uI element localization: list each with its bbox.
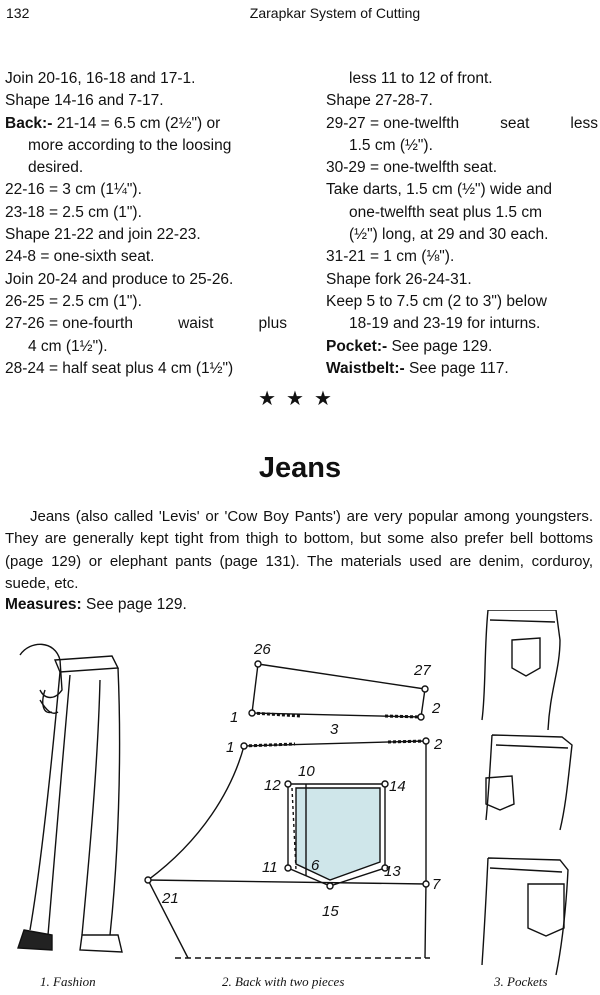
text-line: 24-8 = one-sixth seat. bbox=[5, 248, 155, 266]
text-line: Shape fork 26-24-31. bbox=[326, 270, 472, 288]
point-label-26: 26 bbox=[254, 641, 271, 658]
text-span: waist bbox=[178, 315, 214, 333]
seat-line bbox=[148, 880, 426, 884]
intro-paragraph bbox=[5, 506, 593, 595]
text-line: Shape 21-22 and join 22-23. bbox=[5, 226, 201, 244]
text-line: 31-21 = 1 cm (⅛"). bbox=[326, 248, 455, 266]
text-line: 18-19 and 23-19 for inturns. bbox=[349, 315, 541, 333]
section-divider-stars: ★★★ bbox=[258, 388, 342, 410]
intro-text: Jeans (also called 'Levis' or 'Cow Boy Pants') are very popular among youngsters. They are generally kept tight from thigh to bottom, but some also prefer bell bottoms (page 129) or elephant pants (page 131). The materials used are denim, corduroy, suede, etc. bbox=[5, 508, 593, 592]
point-label-27: 27 bbox=[414, 662, 431, 679]
text-line: 1.5 cm (½"). bbox=[349, 136, 433, 154]
point-label-12: 12 bbox=[264, 777, 281, 794]
point-label-14: 14 bbox=[389, 778, 406, 795]
point-label-7: 7 bbox=[432, 876, 441, 893]
left-column bbox=[5, 68, 287, 380]
fashion-jeans-illustration bbox=[18, 644, 122, 952]
pocket-fill bbox=[296, 788, 380, 880]
text-line: Join 20-16, 16-18 and 17-1. bbox=[5, 70, 196, 87]
justified-line bbox=[326, 113, 598, 135]
point-label-11: 11 bbox=[262, 859, 278, 876]
yoke-outline bbox=[252, 664, 425, 717]
justified-line bbox=[5, 313, 287, 335]
point-label-15: 15 bbox=[322, 903, 339, 920]
running-title: Zarapkar System of Cutting bbox=[249, 5, 421, 21]
section-title: Jeans bbox=[258, 452, 342, 484]
pocket-label: Pocket:- bbox=[326, 337, 388, 355]
point-label-13: 13 bbox=[384, 863, 401, 880]
text-line: one-twelfth seat plus 1.5 cm bbox=[349, 203, 542, 221]
text-line: less 11 to 12 of front. bbox=[349, 70, 493, 87]
text-line: 26-25 = 2.5 cm (1"). bbox=[5, 292, 142, 310]
text-line: desired. bbox=[28, 159, 84, 177]
text-line: Shape 14-16 and 7-17. bbox=[5, 92, 164, 110]
point-label-1b: 1 bbox=[226, 739, 235, 756]
point-label-2a: 2 bbox=[432, 700, 441, 717]
caption-pockets: 3. Pockets bbox=[494, 974, 548, 989]
back-pattern-diagram bbox=[145, 661, 430, 958]
text-line: Take darts, 1.5 cm (½") wide and bbox=[326, 181, 553, 199]
page-number: 132 bbox=[6, 5, 30, 21]
point-label-6: 6 bbox=[311, 857, 320, 874]
waistbelt-line bbox=[326, 358, 598, 380]
point-label-21: 21 bbox=[162, 890, 179, 907]
right-column bbox=[326, 68, 598, 380]
text-span: less bbox=[570, 114, 598, 132]
text-span: 27-26 = one-fourth bbox=[5, 315, 133, 333]
text-span: plus bbox=[258, 315, 287, 333]
text-span: 21-14 = 6.5 cm (2½") or bbox=[56, 114, 221, 132]
text-line: 23-18 = 2.5 cm (1"). bbox=[5, 203, 142, 221]
text-span: seat bbox=[500, 114, 530, 132]
text-line: (½") long, at 29 and 30 each. bbox=[349, 226, 549, 244]
point-label-10: 10 bbox=[298, 763, 315, 780]
text-line: 30-29 = one-twelfth seat. bbox=[326, 159, 498, 177]
caption-fashion: 1. Fashion bbox=[40, 974, 96, 989]
waistbelt-label: Waistbelt:- bbox=[326, 359, 405, 377]
caption-back: 2. Back with two pieces bbox=[222, 974, 345, 989]
back-label: Back:- bbox=[5, 114, 53, 132]
measures-label: Measures: bbox=[5, 596, 82, 613]
point-label-2b: 2 bbox=[434, 736, 443, 753]
text-line: Shape 27-28-7. bbox=[326, 92, 433, 110]
text-span: See page 117. bbox=[408, 359, 509, 377]
pockets-illustrations bbox=[482, 610, 572, 975]
text-line: 28-24 = half seat plus 4 cm (1½") bbox=[5, 359, 234, 377]
measures-text: See page 129. bbox=[86, 596, 187, 613]
back-line bbox=[5, 113, 287, 135]
text-span: 29-27 = one-twelfth bbox=[326, 114, 460, 132]
text-line: 4 cm (1½"). bbox=[28, 337, 108, 355]
point-label-3: 3 bbox=[330, 721, 339, 738]
text-line: more according to the loosing bbox=[28, 136, 232, 154]
point-labels bbox=[161, 641, 443, 920]
text-line: Keep 5 to 7.5 cm (2 to 3") below bbox=[326, 292, 547, 310]
text-line: 22-16 = 3 cm (1¼"). bbox=[5, 181, 142, 199]
pocket-line bbox=[326, 336, 598, 358]
point-label-1a: 1 bbox=[230, 709, 239, 726]
text-line: Join 20-24 and produce to 25-26. bbox=[5, 270, 234, 288]
text-span: See page 129. bbox=[391, 337, 493, 355]
jeans-figure bbox=[0, 610, 600, 995]
page-header bbox=[0, 0, 600, 26]
